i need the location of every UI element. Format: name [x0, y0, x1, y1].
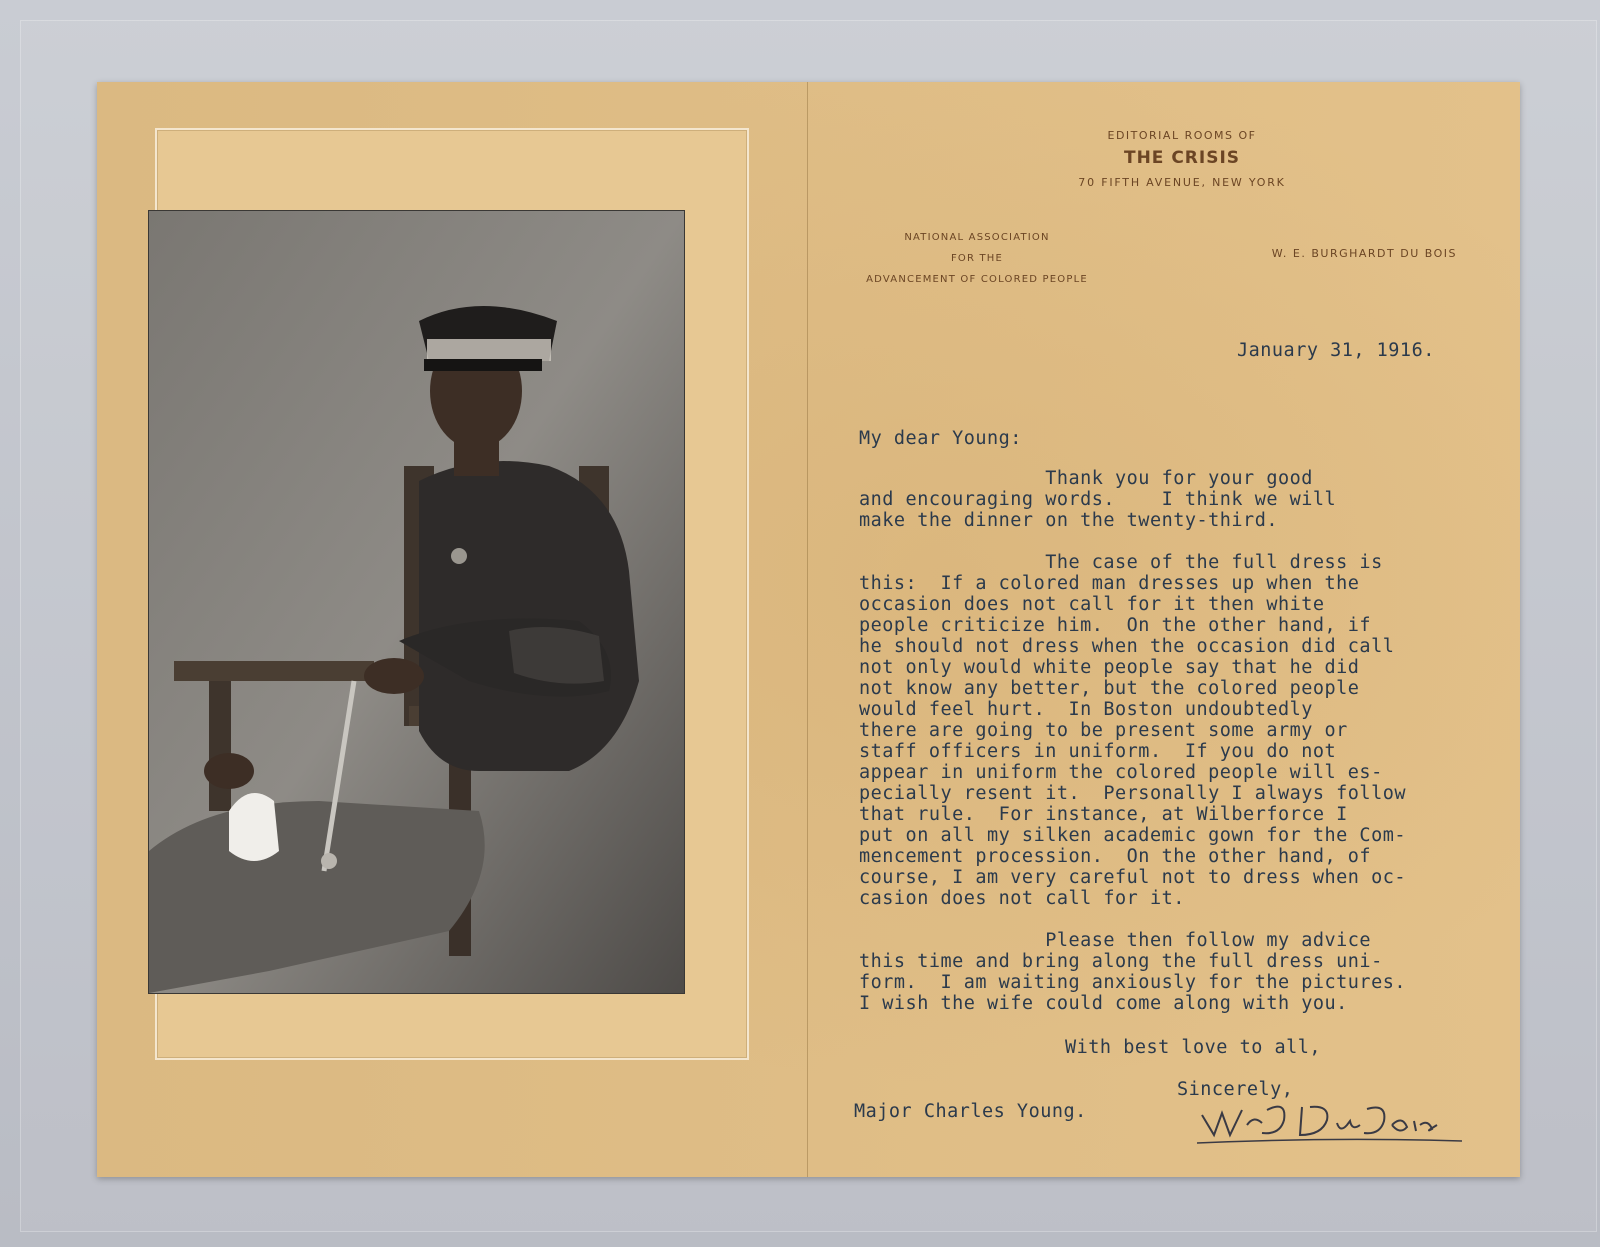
- letterhead-org-line-1: NATIONAL ASSOCIATION: [904, 232, 1050, 243]
- letter: [807, 82, 1520, 1177]
- letter-recipient: Major Charles Young.: [854, 1101, 1087, 1122]
- letter-date: January 31, 1916.: [1237, 340, 1435, 361]
- letter-signoff: Sincerely,: [1177, 1079, 1294, 1100]
- letter-salutation: My dear Young:: [859, 428, 1022, 449]
- letterhead-address: 70 FIFTH AVENUE, NEW YORK: [1078, 176, 1286, 189]
- officer-portrait-photo: [148, 210, 685, 994]
- letter-closing: With best love to all,: [1065, 1037, 1322, 1058]
- letterhead-org-line-2: FOR THE: [950, 253, 1004, 264]
- letterhead-editor: W. E. BURGHARDT DU BOIS: [1271, 247, 1457, 260]
- portrait-illustration: [149, 211, 684, 993]
- letterhead-rooms: EDITORIAL ROOMS OF: [1107, 129, 1257, 142]
- letter-paragraph-2: The case of the full dress is this: If a colored man dresses up when the occasion does not call for it then white people criticize him. On the other hand, if he should not dress when the occasion did call not only would white people say that he did not know any better, but the colored people would feel hurt. In Boston undoubtedly there are going to be present some army or staff officers in uniform. If you do not appear in uniform the colored people will es- pecially resent it. Personally I always follow that rule. For instance, at Wilberforce I put on all my silken academic gown for the Com- mencement procession. On the other hand, of course, I am very careful not to dress when oc- casion does not call for it.: [859, 552, 1406, 909]
- letterhead-publication: THE CRISIS: [1123, 148, 1241, 168]
- letter-paragraph-3: Please then follow my advice this time and bring along the full dress uni- form. I am waiting anxiously for the pictures. I wish the wife could come along with you.: [859, 930, 1406, 1014]
- handwritten-signature: [1192, 1095, 1472, 1150]
- letter-paragraph-1: Thank you for your good and encouraging words. I think we will make the dinner on the twenty-third.: [859, 468, 1337, 531]
- letterhead-org-line-3: ADVANCEMENT OF COLORED PEOPLE: [866, 274, 1088, 285]
